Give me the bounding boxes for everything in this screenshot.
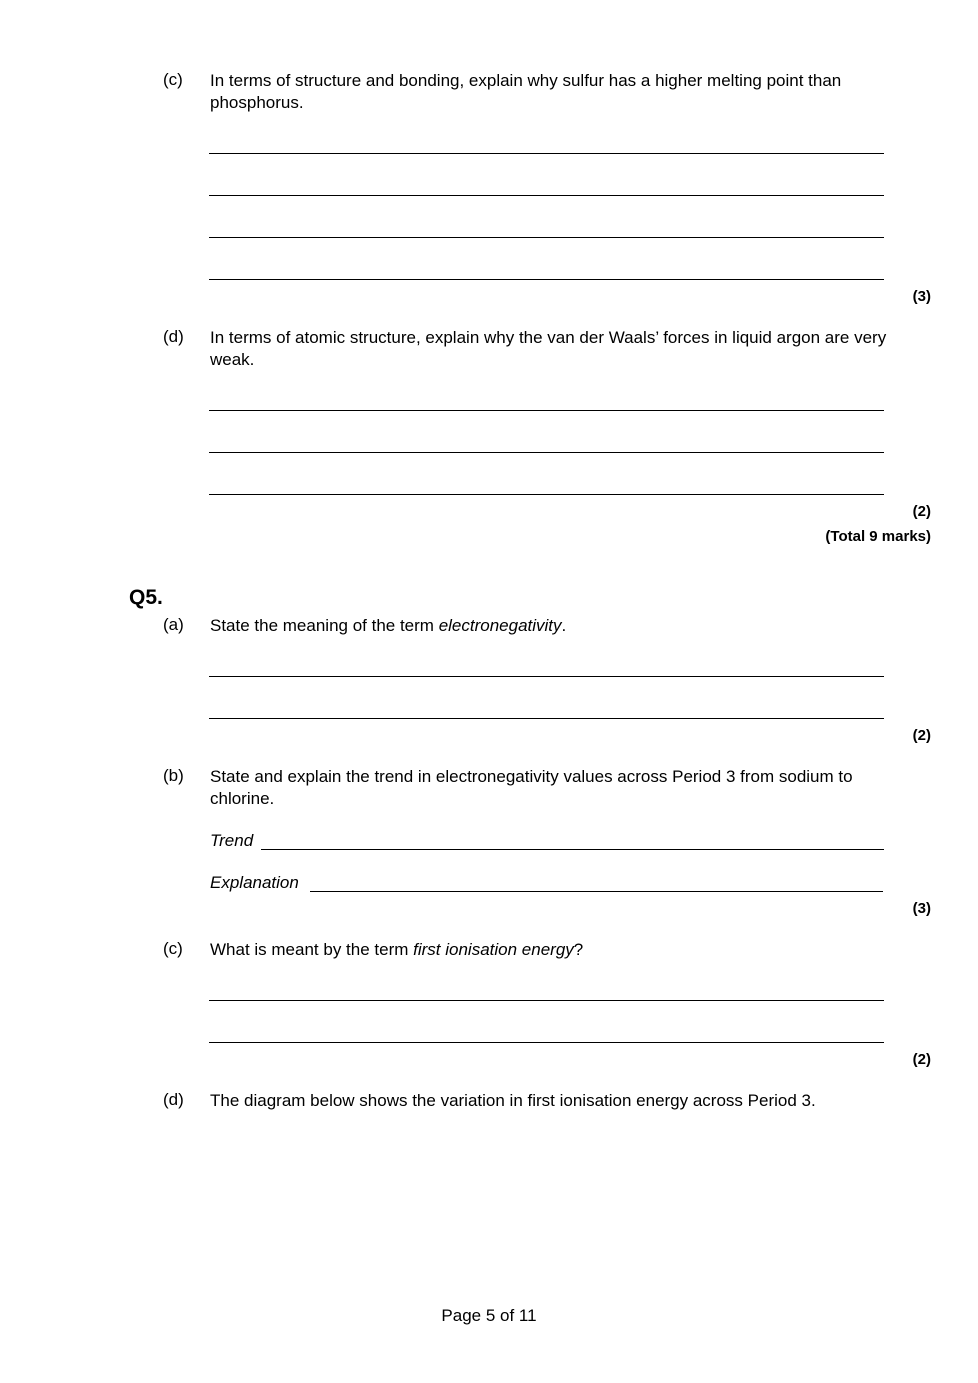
q5d-question-text: The diagram below shows the variation in first ionisation energy across Period 3. [210,1091,816,1110]
q4d-marks: (2) [912,503,931,520]
q4c-answer-line[interactable] [209,153,884,154]
q5c-question-text [210,939,890,961]
q4c-answer-line[interactable] [209,279,884,280]
q4c-question-text: In terms of structure and bonding, explain why sulfur has a higher melting point than phosphorus. [210,71,842,112]
q5-number: Q5. [129,586,163,609]
q4d-label: (d) [163,327,184,346]
q5b-trend-answer-line[interactable] [261,849,884,850]
q5a-label: (a) [163,615,184,634]
q5a-marks: (2) [912,727,931,744]
q5a-term: electronegativity [438,616,562,635]
q4c-label: (c) [163,70,183,89]
q5d-label: (d) [163,1090,184,1109]
q5b-explanation-label: Explanation [210,873,299,892]
q5a-question-text [210,615,890,637]
q5b-trend-label: Trend [210,831,254,850]
q4d-answer-line[interactable] [209,410,884,411]
q5b-explanation-answer-line[interactable] [310,891,883,892]
page-number: Page 5 of 11 [441,1306,537,1325]
q5a-text-after: . [561,616,567,635]
q4c-marks: (3) [912,288,931,305]
q4c-answer-line[interactable] [209,195,884,196]
q5a-answer-line[interactable] [209,718,884,719]
q5c-term: first ionisation energy [413,940,574,959]
q4d-answer-line[interactable] [209,452,884,453]
q5c-answer-line[interactable] [209,1042,884,1043]
q5c-text-before: What is meant by the term [210,940,414,959]
q5b-label: (b) [163,766,184,785]
q5a-text-before: State the meaning of the term [210,616,439,635]
q4d-answer-line[interactable] [209,494,884,495]
q4-total-marks: (Total 9 marks) [825,528,931,545]
q5b-question-text: State and explain the trend in electronegativity values across Period 3 from sodium to chlorine. [210,767,853,808]
q4c-answer-line[interactable] [209,237,884,238]
q5c-answer-line[interactable] [209,1000,884,1001]
q5c-text-after: ? [573,940,584,959]
q5c-marks: (2) [912,1051,931,1068]
q4d-question-text: In terms of atomic structure, explain why the van der Waals’ forces in liquid argon are very weak. [210,328,887,369]
q5c-label: (c) [163,939,183,958]
q5b-marks: (3) [912,900,931,917]
q5a-answer-line[interactable] [209,676,884,677]
